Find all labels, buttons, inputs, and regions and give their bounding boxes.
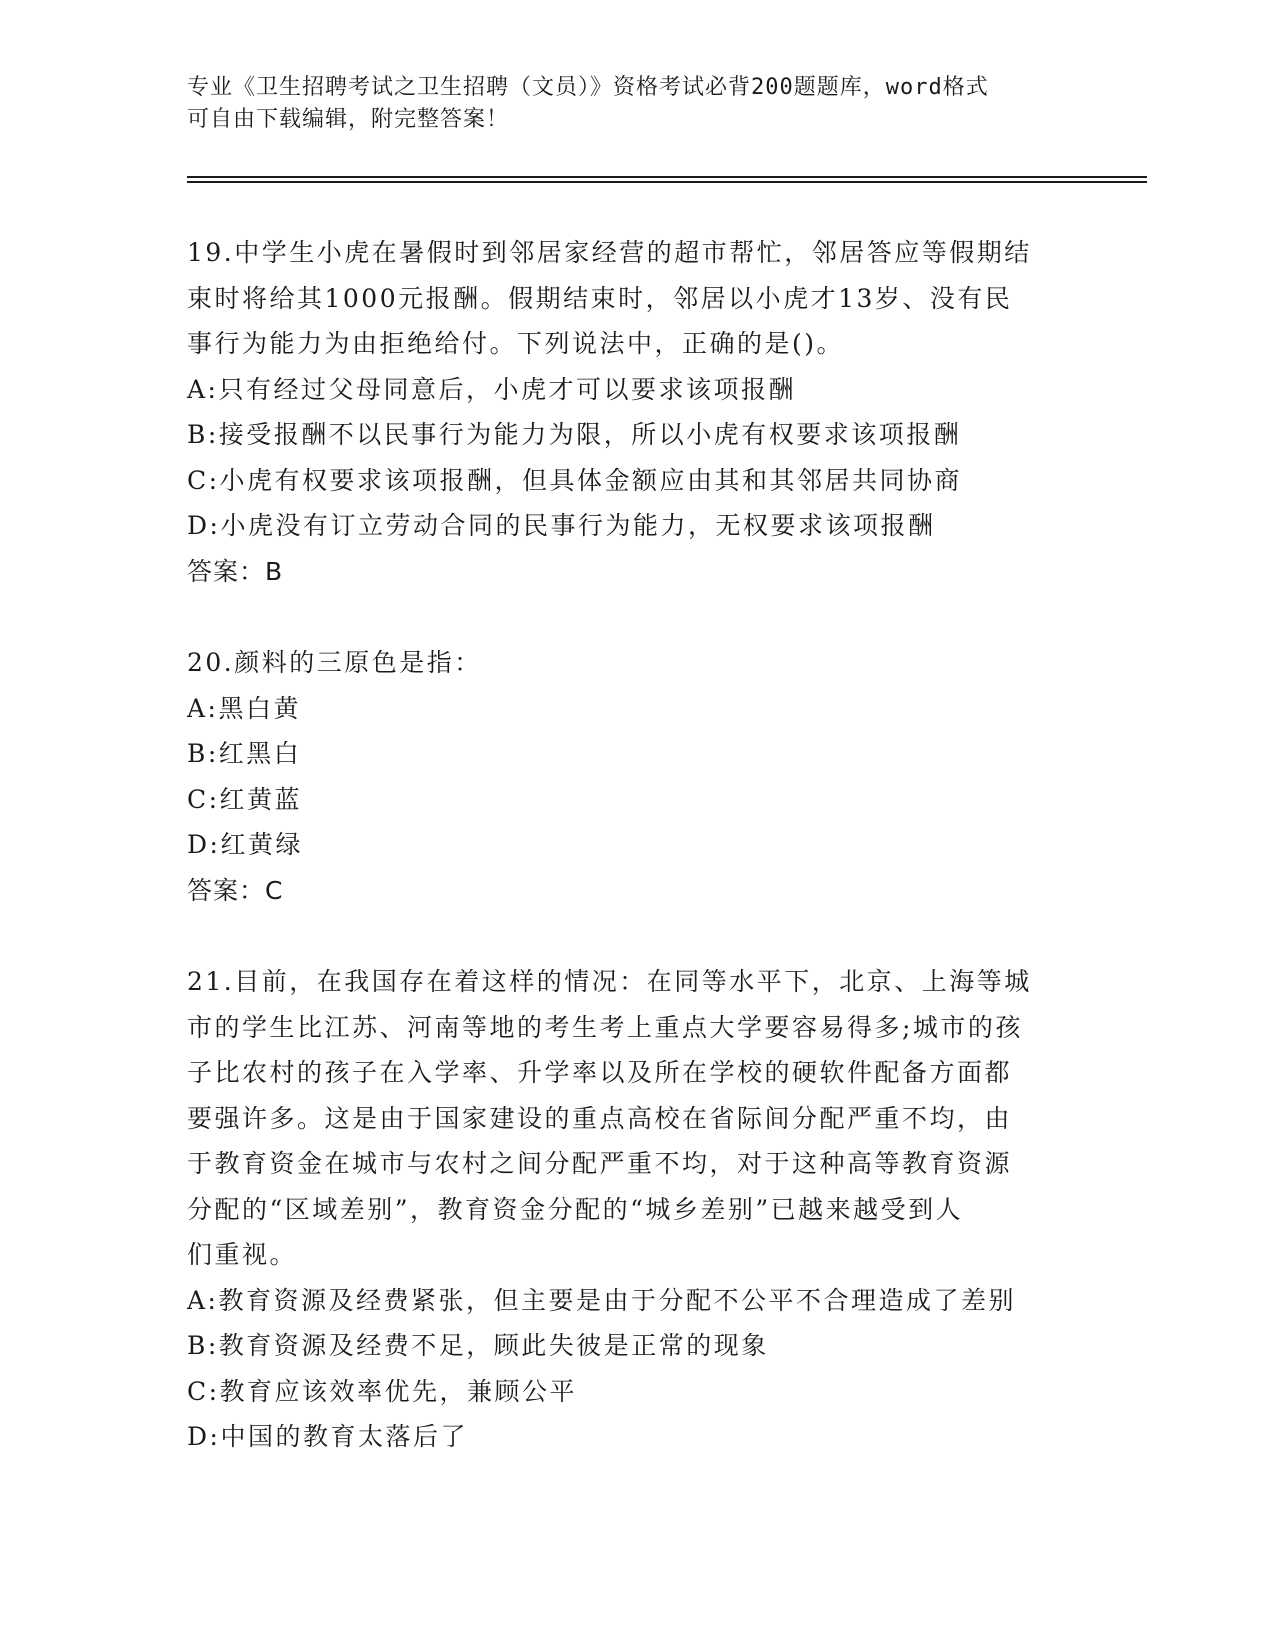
option-a: A:黑白黄 [187, 693, 301, 723]
question-20 [187, 640, 1087, 913]
document-header [187, 72, 1087, 136]
option-a: A:只有经过父母同意后，小虎才可以要求该项报酬 [187, 374, 796, 404]
question-stem-line: 分配的“区域差别”，教育资金分配的“城乡差别”已越来越受到人 [187, 1194, 964, 1224]
header-divider [187, 181, 1147, 183]
option-b: B:接受报酬不以民事行为能力为限，所以小虎有权要求该项报酬 [187, 420, 962, 449]
option-a: A:教育资源及经费紧张，但主要是由于分配不公平不合理造成了差别 [187, 1285, 1016, 1315]
question-stem-line: 19.中学生小虎在暑假时到邻居家经营的超市帮忙，邻居答应等假期结 [187, 238, 1032, 267]
question-stem-line: 事行为能力为由拒绝给付。下列说法中，正确的是()。 [187, 329, 845, 358]
option-c: C:小虎有权要求该项报酬，但具体金额应由其和其邻居共同协商 [187, 465, 963, 495]
header-line: 可自由下载编辑，附完整答案！ [187, 107, 510, 132]
question-stem-line: 于教育资金在城市与农村之间分配严重不均，对于这种高等教育资源 [187, 1149, 1013, 1178]
option-c: C:红黄蓝 [187, 784, 303, 814]
question-stem-line: 子比农村的孩子在入学率、升学率以及所在学校的硬软件配备方面都 [187, 1058, 1013, 1087]
question-stem-line: 20.颜料的三原色是指： [187, 648, 482, 677]
header-divider [187, 176, 1147, 178]
question-stem-line: 要强许多。这是由于国家建设的重点高校在省际间分配严重不均，由 [187, 1103, 1013, 1133]
answer-line: 答案：C [187, 875, 284, 905]
question-stem-line: 们重视。 [187, 1240, 298, 1269]
question-stem-line: 市的学生比江苏、河南等地的考生考上重点大学要容易得多;城市的孩 [187, 1012, 1023, 1042]
option-b: B:教育资源及经费不足，顾此失彼是正常的现象 [187, 1331, 769, 1360]
option-d: D:红黄绿 [187, 830, 303, 859]
option-c: C:教育应该效率优先，兼顾公平 [187, 1376, 578, 1406]
question-19 [187, 230, 1087, 594]
question-list [187, 230, 1087, 1506]
option-d: D:中国的教育太落后了 [187, 1422, 468, 1451]
question-stem-line: 21.目前，在我国存在着这样的情况：在同等水平下，北京、上海等城 [187, 967, 1032, 996]
question-stem-line: 束时将给其1000元报酬。假期结束时，邻居以小虎才13岁、没有民 [187, 283, 1013, 313]
question-21 [187, 959, 1087, 1460]
option-d: D:小虎没有订立劳动合同的民事行为能力，无权要求该项报酬 [187, 511, 936, 540]
answer-line: 答案：B [187, 556, 284, 586]
header-line: 专业《卫生招聘考试之卫生招聘（文员）》资格考试必背200题题库，word格式 [187, 75, 989, 100]
option-b: B:红黑白 [187, 739, 302, 768]
